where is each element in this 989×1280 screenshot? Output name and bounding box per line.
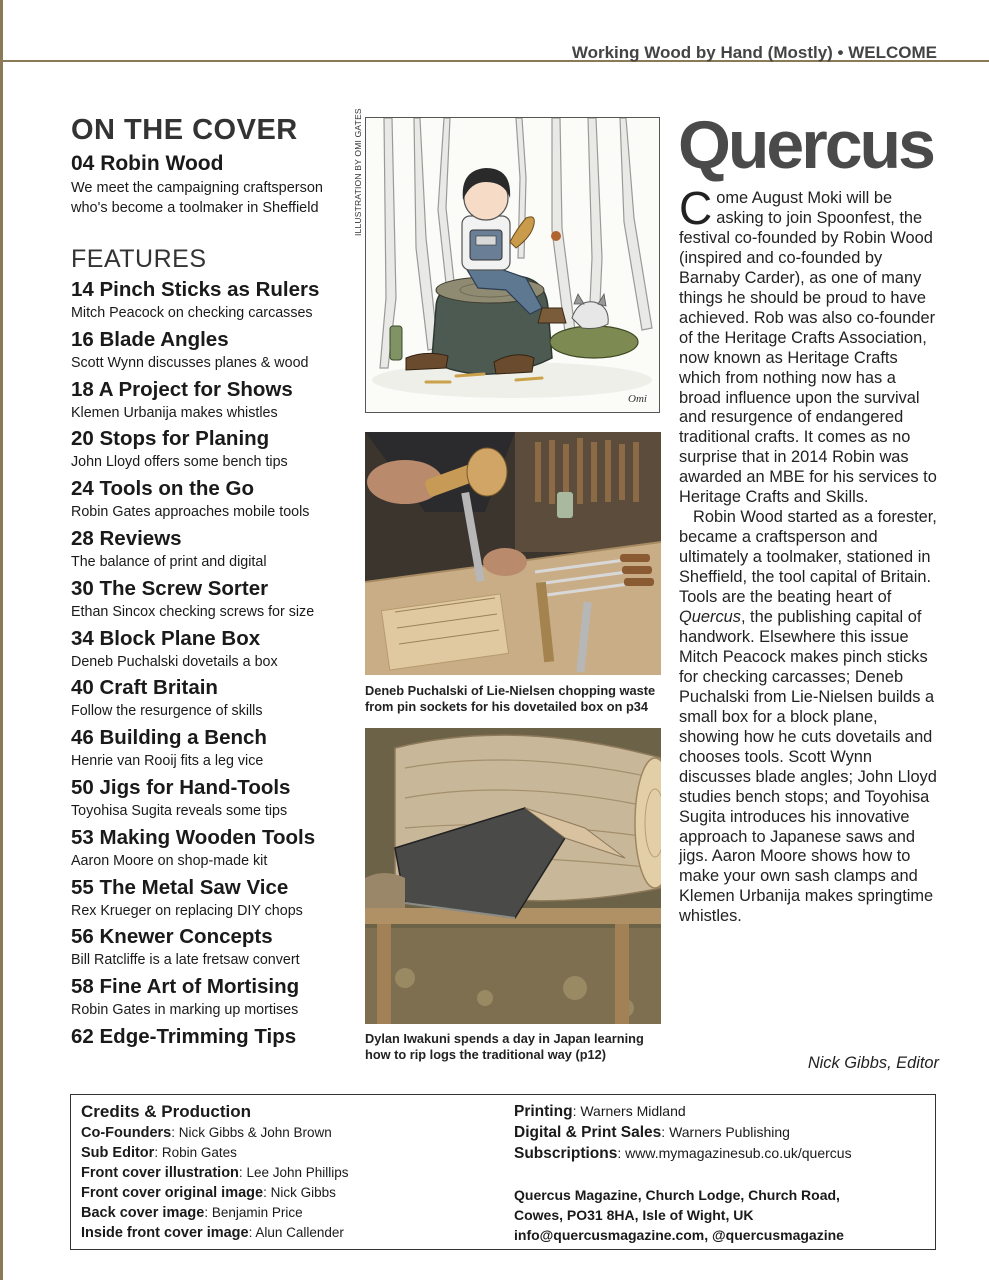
feature-entry[interactable] [71, 525, 356, 575]
illustration-credit-text: ILLUSTRATION BY OMI GATES [353, 108, 363, 236]
feature-entry[interactable] [71, 475, 356, 525]
illustration-credit [352, 108, 366, 238]
paragraph-1-text: ome August Moki will be asking to join Spoonfest, the festival co-founded by Robin Wood (inspired and co-founded by Barnaby Carder), as one of many things he should be proud to have achieved. Rob was also co-founder of the Heritage Crafts Association, now known as Heritage Crafts which from nothing now has a broad influence upon the survival and resurgence of endangered traditional crafts. It comes as no surprise that in 2014 Robin was awarded an MBE for his services to Heritage Crafts and Skills. [679, 189, 937, 507]
forest-boy-illustration [366, 118, 659, 412]
feature-entry[interactable] [71, 326, 356, 376]
feature-title: 20 Stops for Planing [71, 427, 270, 451]
credit-value: Lee John Phillips [246, 1165, 349, 1180]
credit-value: Nick Gibbs [270, 1185, 336, 1200]
feature-description: The balance of print and digital [71, 553, 267, 570]
paragraph-2-text-a: Robin Wood started as a forester, became a craftsperson and ultimately a toolmaker, stationed in Sheffield, the tool capital of Britain. Tools are the beating heart of [679, 508, 937, 607]
feature-entry[interactable] [71, 774, 356, 824]
paragraph-2-emphasis: Quercus [679, 608, 741, 627]
production-value: Warners Midland [580, 1103, 686, 1119]
editor-signoff: Nick Gibbs, Editor [807, 1054, 939, 1072]
production-value: Warners Publishing [669, 1124, 790, 1140]
credits-left-column [81, 1101, 501, 1243]
log-photo-caption: Dylan Iwakuni spends a day in Japan learning how to rip logs the traditional way (p12) [365, 1031, 644, 1062]
credit-line: Inside front cover image: Alun Callender [81, 1225, 344, 1241]
chisel-workshop-photo [365, 432, 661, 675]
log-rip-saw-photo [365, 728, 661, 1024]
production-line: Digital & Print Sales: Warners Publishing [514, 1124, 790, 1141]
editorial-body [679, 182, 941, 927]
running-head: Working Wood by Hand (Mostly) • WELCOME [571, 43, 937, 62]
production-label: Digital & Print Sales [514, 1124, 662, 1141]
feature-entry[interactable] [71, 276, 356, 326]
feature-description: Robin Gates in marking up mortises [71, 1002, 299, 1019]
address-line: Quercus Magazine, Church Lodge, Church Road, [514, 1187, 840, 1203]
cover-story-description: We meet the campaigning craftsperson who's become a toolmaker in Sheffield [71, 180, 324, 216]
credit-label: Co-Founders [81, 1125, 172, 1141]
subscriptions-line[interactable]: Subscriptions: www.mymagazinesub.co.uk/quercus [514, 1145, 852, 1162]
feature-entry[interactable] [71, 874, 356, 924]
credit-line: Co-Founders: Nick Gibbs & John Brown [81, 1125, 332, 1141]
feature-description: Mitch Peacock on checking carcasses [71, 305, 313, 321]
feature-entry[interactable] [71, 973, 356, 1023]
credits-right-column [514, 1101, 934, 1245]
feature-description: Bill Ratcliffe is a late fretsaw convert [71, 952, 300, 969]
features-heading: FEATURES [71, 245, 207, 273]
feature-entry[interactable] [71, 674, 356, 724]
credit-label: Front cover original image [81, 1185, 264, 1201]
illustration-signature: Omi [628, 393, 647, 405]
feature-description: Deneb Puchalski dovetails a box [71, 653, 278, 670]
feature-entry[interactable] [71, 376, 356, 426]
credit-value: Robin Gates [161, 1145, 237, 1160]
credit-line: Front cover illustration: Lee John Phillips [81, 1165, 349, 1181]
feature-title: 58 Fine Art of Mortising [71, 975, 300, 999]
feature-title: 14 Pinch Sticks as Rulers [71, 278, 320, 301]
credit-line: Back cover image: Benjamin Price [81, 1205, 303, 1221]
credit-value: Alun Callender [255, 1225, 344, 1240]
credit-value: Nick Gibbs & John Brown [178, 1125, 332, 1140]
feature-title: 34 Block Plane Box [71, 626, 261, 650]
cover-story-title[interactable]: 04 Robin Wood [71, 152, 224, 175]
credit-label: Inside front cover image [81, 1225, 249, 1241]
feature-title: 53 Making Wooden Tools [71, 825, 316, 849]
credit-line: Sub Editor: Robin Gates [81, 1145, 237, 1161]
production-label: Subscriptions [514, 1145, 618, 1162]
feature-title: 16 Blade Angles [71, 327, 229, 351]
feature-description: Scott Wynn discusses planes & wood [71, 354, 309, 371]
feature-entry[interactable] [71, 625, 356, 675]
credit-label: Back cover image [81, 1205, 205, 1221]
drop-cap: C [679, 182, 713, 234]
feature-description: Rex Krueger on replacing DIY chops [71, 902, 303, 919]
feature-entry[interactable] [71, 824, 356, 874]
credits-title: Credits & Production [81, 1102, 252, 1121]
editorial-paragraph-1 [679, 182, 941, 508]
feature-description: Ethan Sincox checking screws for size [71, 603, 315, 620]
feature-title: 18 A Project for Shows [71, 377, 293, 401]
cover-illustration [365, 117, 660, 413]
feature-title: 55 The Metal Saw Vice [71, 875, 289, 899]
feature-description: Aaron Moore on shop-made kit [71, 852, 268, 869]
credits-box [70, 1094, 936, 1250]
workshop-photo [365, 432, 661, 675]
address-line: Cowes, PO31 8HA, Isle of Wight, UK [514, 1207, 754, 1223]
features-list [71, 276, 356, 1051]
editorial-paragraph-2 [679, 508, 941, 927]
feature-title-last[interactable]: 62 Edge-Trimming Tips [71, 1024, 297, 1048]
credit-line: Front cover original image: Nick Gibbs [81, 1185, 336, 1201]
left-margin-rule [0, 0, 3, 1280]
feature-entry[interactable] [71, 575, 356, 625]
feature-description: Henrie van Rooij fits a leg vice [71, 753, 264, 770]
contents-column [71, 112, 356, 1051]
feature-title: 30 The Screw Sorter [71, 576, 269, 600]
feature-entry[interactable] [71, 923, 356, 973]
subscriptions-link[interactable]: www.mymagazinesub.co.uk/quercus [625, 1145, 852, 1161]
production-line: Printing: Warners Midland [514, 1103, 686, 1120]
feature-title: 50 Jigs for Hand-Tools [71, 775, 291, 799]
feature-description: Robin Gates approaches mobile tools [71, 504, 310, 521]
paragraph-2-text-b: , the publishing capital of handwork. Elsewhere this issue Mitch Peacock makes pinch sticks for checking carcasses; Deneb Puchalski from Lie-Nielsen builds a small box for a block plane, showing how he cuts dovetails and chooses tools. Scott Wynn discusses blade angles; John Lloyd studies bench stops; and Toyohisa Sugita introduces his innovative approach to Japanese saws and jigs. Aaron Moore shows how to make your own sash clamps and Klemen Urbanija makes springtime whistles. [679, 608, 937, 926]
feature-description: John Lloyd offers some bench tips [71, 454, 288, 471]
production-label: Printing [514, 1103, 573, 1120]
feature-title: 56 Knewer Concepts [71, 925, 273, 949]
credit-label: Sub Editor [81, 1145, 155, 1161]
credit-label: Front cover illustration [81, 1165, 239, 1181]
feature-title: 46 Building a Bench [71, 726, 267, 750]
masthead-logo: Quercus [678, 107, 933, 183]
feature-entry[interactable] [71, 724, 356, 774]
feature-title: 40 Craft Britain [71, 676, 218, 700]
log-sawing-photo [365, 728, 661, 1024]
contact-line[interactable]: info@quercusmagazine.com, @quercusmagazine [514, 1227, 844, 1243]
credit-value: Benjamin Price [211, 1205, 303, 1220]
workshop-photo-caption: Deneb Puchalski of Lie-Nielsen chopping waste from pin sockets for his dovetailed box on p34 [365, 683, 656, 714]
on-the-cover-heading: ON THE COVER [71, 114, 298, 146]
feature-description: Follow the resurgence of skills [71, 703, 263, 720]
feature-description: Toyohisa Sugita reveals some tips [71, 802, 288, 819]
feature-title: 24 Tools on the Go [71, 477, 254, 501]
feature-title: 28 Reviews [71, 526, 182, 550]
feature-entry[interactable] [71, 425, 356, 475]
feature-description: Klemen Urbanija makes whistles [71, 404, 278, 421]
